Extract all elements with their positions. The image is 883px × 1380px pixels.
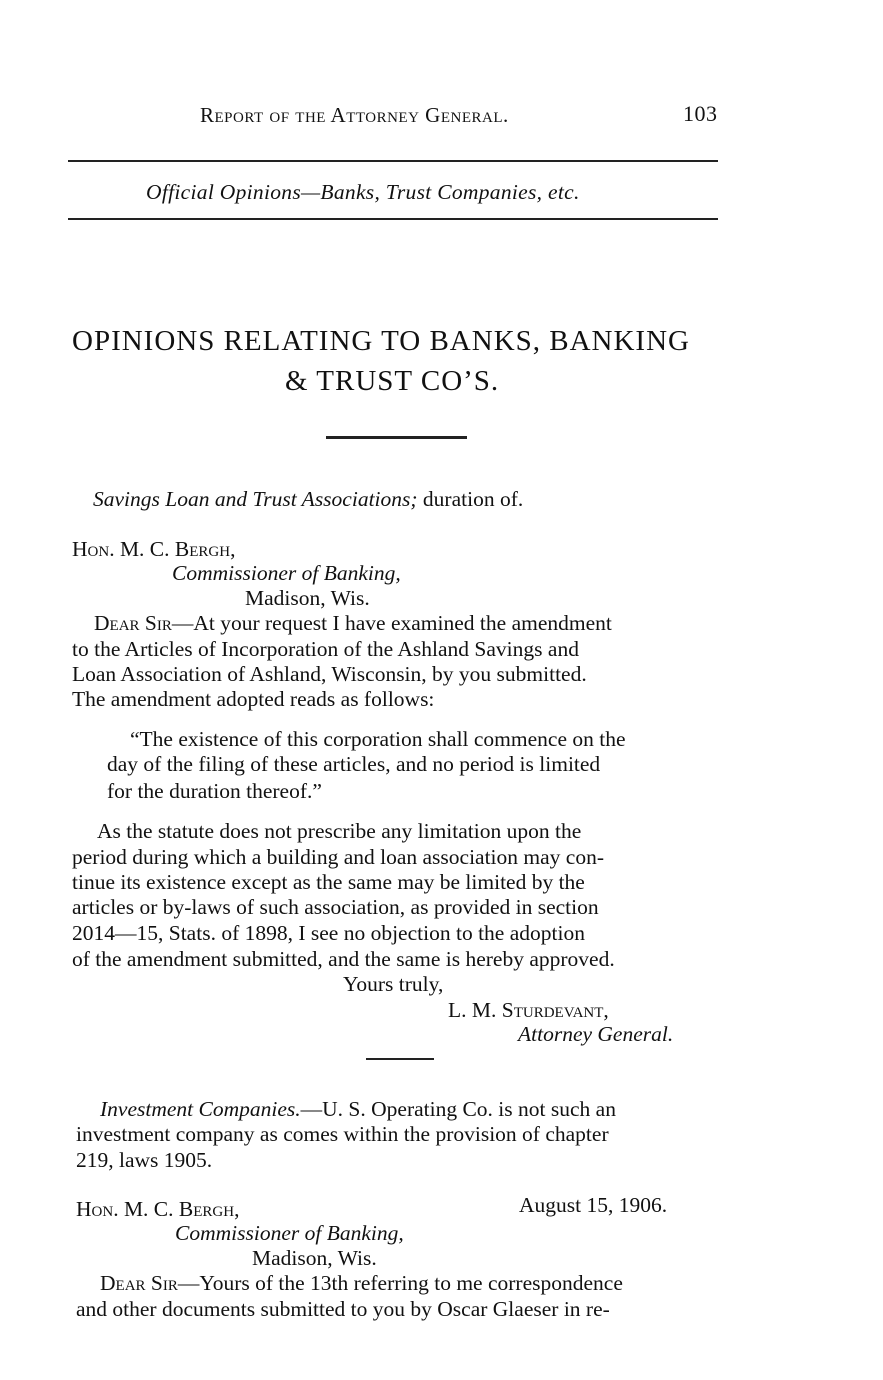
opinion1-line-1: [94, 610, 612, 636]
opinion1-body2-line-4: articles or by-laws of such association, as provided in section: [72, 895, 599, 919]
opinion1-quote-line-3: for the duration thereof.”: [107, 779, 322, 803]
opinion1-topic-rest: duration of.: [417, 487, 524, 511]
opinion1-addressee-name: Hon. M. C. Bergh,: [72, 537, 236, 561]
opinion1-closing: Yours truly,: [343, 972, 444, 996]
opinion1-line-1-text: —At your request I have examined the amendment: [171, 611, 612, 635]
opinion2-line-1-text: —Yours of the 13th referring to me correspondence: [177, 1271, 623, 1295]
opinion1-addressee-city: Madison, Wis.: [245, 586, 370, 610]
opinion2-topic-line-3: 219, laws 1905.: [76, 1148, 213, 1172]
opinion1-body2-line-1: As the statute does not prescribe any limitation upon the: [97, 819, 582, 843]
opinion1-topic-italic: Savings Loan and Trust Associations;: [93, 487, 418, 511]
opinion2-addressee-name: Hon. M. C. Bergh,: [76, 1197, 240, 1221]
section-subtitle: Official Opinions—Banks, Trust Companies, etc.: [146, 180, 580, 204]
opinion1-body2-line-2: period during which a building and loan association may con-: [72, 845, 604, 869]
opinion-divider: [366, 1058, 434, 1060]
opinion1-body2-line-6: of the amendment submitted, and the same is hereby approved.: [72, 947, 615, 971]
opinion2-topic-line-1: [100, 1096, 616, 1122]
running-title: Report of the Attorney General.: [200, 103, 509, 127]
opinion1-line-4: The amendment adopted reads as follows:: [72, 687, 435, 711]
opinion1-quote-line-2: day of the filing of these articles, and no period is limited: [107, 752, 601, 776]
opinion2-date: August 15, 1906.: [519, 1193, 668, 1217]
opinion2-topic-line-2: investment company as comes within the provision of chapter: [76, 1122, 609, 1146]
opinion2-addressee-city: Madison, Wis.: [252, 1246, 377, 1270]
opinion1-addressee-title: Commissioner of Banking,: [172, 561, 401, 585]
opinion1-signer-name: L. M. Sturdevant,: [448, 998, 609, 1022]
opinion1-line-3: Loan Association of Ashland, Wisconsin, by you submitted.: [72, 662, 587, 686]
main-heading-line-1: OPINIONS RELATING TO BANKS, BANKING: [72, 325, 690, 357]
opinion1-body2-line-3: tinue its existence except as the same may be limited by the: [72, 870, 585, 894]
opinion2-salutation: Dear Sir: [100, 1271, 178, 1295]
opinion2-topic-line-1-text: —U. S. Operating Co. is not such an: [300, 1097, 616, 1121]
heading-divider: [326, 436, 467, 439]
header-rule-top: [68, 160, 718, 162]
page-number: 103: [683, 101, 718, 126]
header-rule-bottom: [68, 218, 718, 220]
opinion1-quote-line-1: “The existence of this corporation shall commence on the: [130, 727, 626, 751]
opinion1-salutation: Dear Sir: [94, 611, 172, 635]
opinion2-line-1: [100, 1270, 623, 1296]
opinion2-addressee-title: Commissioner of Banking,: [175, 1221, 404, 1245]
main-heading-line-2: & TRUST CO’S.: [285, 365, 500, 397]
opinion2-topic-italic: Investment Companies.: [100, 1097, 301, 1121]
opinion1-line-2: to the Articles of Incorporation of the Ashland Savings and: [72, 637, 579, 661]
opinion1-signer-title: Attorney General.: [518, 1022, 674, 1046]
opinion1-body2-line-5: 2014—15, Stats. of 1898, I see no objection to the adoption: [72, 921, 585, 945]
opinion2-line-2: and other documents submitted to you by Oscar Glaeser in re-: [76, 1297, 610, 1321]
opinion1-topic: [93, 486, 523, 512]
